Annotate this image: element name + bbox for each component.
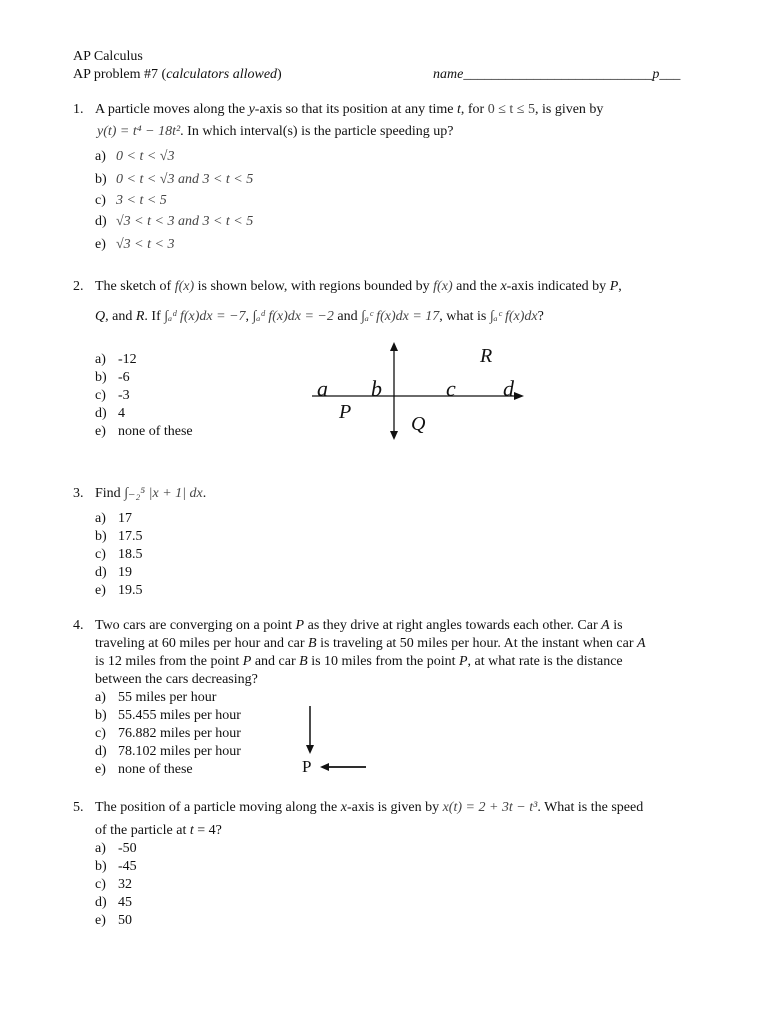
q1-choice-e: √3 < t < 3 xyxy=(116,237,175,252)
q4-choice-c-label: c) xyxy=(95,726,106,741)
q5-choice-b: -45 xyxy=(118,859,137,874)
q4-text-line3: is 12 miles from the point P and car B is 10 miles from the point P, at what rate is the distance xyxy=(95,654,623,669)
q4-text-line1: Two cars are converging on a point P as they drive at right angles towards each other. Car A is xyxy=(95,618,623,633)
q1-choice-c: 3 < t < 5 xyxy=(116,193,167,208)
q2-sketch-label-Q: Q xyxy=(411,413,426,435)
q2-sketch-label-b: b xyxy=(371,376,382,401)
q2-integral-2: ∫ₐᵈ f(x)dx = −2 xyxy=(252,309,334,324)
q5-choice-d-label: d) xyxy=(95,895,107,910)
q3-choice-e: 19.5 xyxy=(118,583,143,598)
q4-car-b-arrow xyxy=(320,763,366,771)
q1-choice-d: √3 < t < 3 and 3 < t < 5 xyxy=(116,214,254,229)
q5-number: 5. xyxy=(73,800,84,815)
q2-choice-a-label: a) xyxy=(95,352,106,367)
q2-choice-b: -6 xyxy=(118,370,130,385)
q1-choice-a-label: a) xyxy=(95,149,106,164)
q4-text-line4: between the cars decreasing? xyxy=(95,672,258,687)
q3-choice-c: 18.5 xyxy=(118,547,143,562)
q3-choice-d: 19 xyxy=(118,565,132,580)
q1-choice-c-label: c) xyxy=(95,193,106,208)
q3-number: 3. xyxy=(73,486,84,501)
q4-choice-e: none of these xyxy=(118,762,193,777)
q2-choice-e: none of these xyxy=(118,424,193,439)
q4-number: 4. xyxy=(73,618,84,633)
q5-choice-a-label: a) xyxy=(95,841,106,856)
q3-choice-b-label: b) xyxy=(95,529,107,544)
q5-choice-e: 50 xyxy=(118,913,132,928)
name-field[interactable]: name___________________________p___ xyxy=(433,67,681,82)
q3-text: Find ∫₋₂⁵ |x + 1| dx. xyxy=(95,486,207,501)
q1-choice-a: 0 < t < √3 xyxy=(116,149,175,164)
q2-choice-e-label: e) xyxy=(95,424,106,439)
q3-choice-d-label: d) xyxy=(95,565,107,580)
q4-choice-b: 55.455 miles per hour xyxy=(118,708,241,723)
q3-choice-c-label: c) xyxy=(95,547,106,562)
q1-formula: y(t) = t⁴ − 18t² xyxy=(97,124,181,139)
q5-choice-c-label: c) xyxy=(95,877,106,892)
q3-choice-a-label: a) xyxy=(95,511,106,526)
q4-choice-b-label: b) xyxy=(95,708,107,723)
q4-text-line2: traveling at 60 miles per hour and car B is traveling at 50 miles per hour. At the instant when car A xyxy=(95,636,646,651)
q4-choice-d-label: d) xyxy=(95,744,107,759)
q5-choice-c: 32 xyxy=(118,877,132,892)
q4-choice-c: 76.882 miles per hour xyxy=(118,726,241,741)
q2-text-line2: Q, and R. If ∫ₐᵈ f(x)dx = −7, ∫ₐᵈ f(x)dx = −2 and ∫ₐᶜ f(x)dx = 17, what is ∫ₐᶜ f(x)dx? xyxy=(95,309,544,324)
q1-choice-b: 0 < t < √3 and 3 < t < 5 xyxy=(116,172,254,187)
q4-choice-d: 78.102 miles per hour xyxy=(118,744,241,759)
q3-choice-a: 17 xyxy=(118,511,132,526)
q2-sketch-label-R: R xyxy=(480,345,493,367)
q1-text-line1: A particle moves along the y-axis so that its position at any time t, for 0 ≤ t ≤ 5, is given by xyxy=(95,102,604,117)
course-title: AP Calculus xyxy=(73,49,143,64)
q5-formula: x(t) = 2 + 3t − t³ xyxy=(442,800,538,815)
q5-choice-b-label: b) xyxy=(95,859,107,874)
q3-integral: ∫₋₂⁵ |x + 1| dx xyxy=(124,486,203,501)
q5-choice-a: -50 xyxy=(118,841,137,856)
q5-text-line2: of the particle at t = 4? xyxy=(95,823,222,838)
q2-integral-1: ∫ₐᵈ f(x)dx = −7 xyxy=(164,309,246,324)
q4-car-a-arrow xyxy=(306,706,314,754)
q2-sketch-label-d: d xyxy=(503,376,514,401)
q1-choice-d-label: d) xyxy=(95,214,107,229)
q2-sketch-label-c: c xyxy=(446,376,456,401)
q1-choice-e-label: e) xyxy=(95,237,106,252)
q2-choice-a: -12 xyxy=(118,352,137,367)
problem-title: AP problem #7 (calculators allowed) xyxy=(73,67,282,82)
q2-integral-3: ∫ₐᶜ f(x)dx = 17 xyxy=(361,309,440,324)
q5-choice-e-label: e) xyxy=(95,913,106,928)
q1-text-line2: y(t) = t⁴ − 18t². In which interval(s) is the particle speeding up? xyxy=(97,124,454,139)
q2-choice-c: -3 xyxy=(118,388,130,403)
q2-number: 2. xyxy=(73,279,84,294)
q2-sketch-label-P: P xyxy=(339,401,352,423)
q3-choice-e-label: e) xyxy=(95,583,106,598)
q4-choice-e-label: e) xyxy=(95,762,106,777)
q3-choice-b: 17.5 xyxy=(118,529,143,544)
q1-number: 1. xyxy=(73,102,84,117)
q2-sketch-label-a: a xyxy=(317,376,328,401)
q4-diagram-label-P: P xyxy=(302,757,312,776)
q2-choice-d-label: d) xyxy=(95,406,107,421)
q4-choice-a: 55 miles per hour xyxy=(118,690,217,705)
q2-choice-b-label: b) xyxy=(95,370,107,385)
q2-integral-4: ∫ₐᶜ f(x)dx xyxy=(489,309,538,324)
q2-choice-c-label: c) xyxy=(95,388,106,403)
q5-choice-d: 45 xyxy=(118,895,132,910)
q1-choice-b-label: b) xyxy=(95,172,107,187)
q2-choice-d: 4 xyxy=(118,406,125,421)
q5-text-line1: The position of a particle moving along the x-axis is given by x(t) = 2 + 3t − t³. What is the speed xyxy=(95,800,644,815)
q2-text-line1: The sketch of f(x) is shown below, with regions bounded by f(x) and the x-axis indicated by P, xyxy=(95,279,622,294)
q4-choice-a-label: a) xyxy=(95,690,106,705)
